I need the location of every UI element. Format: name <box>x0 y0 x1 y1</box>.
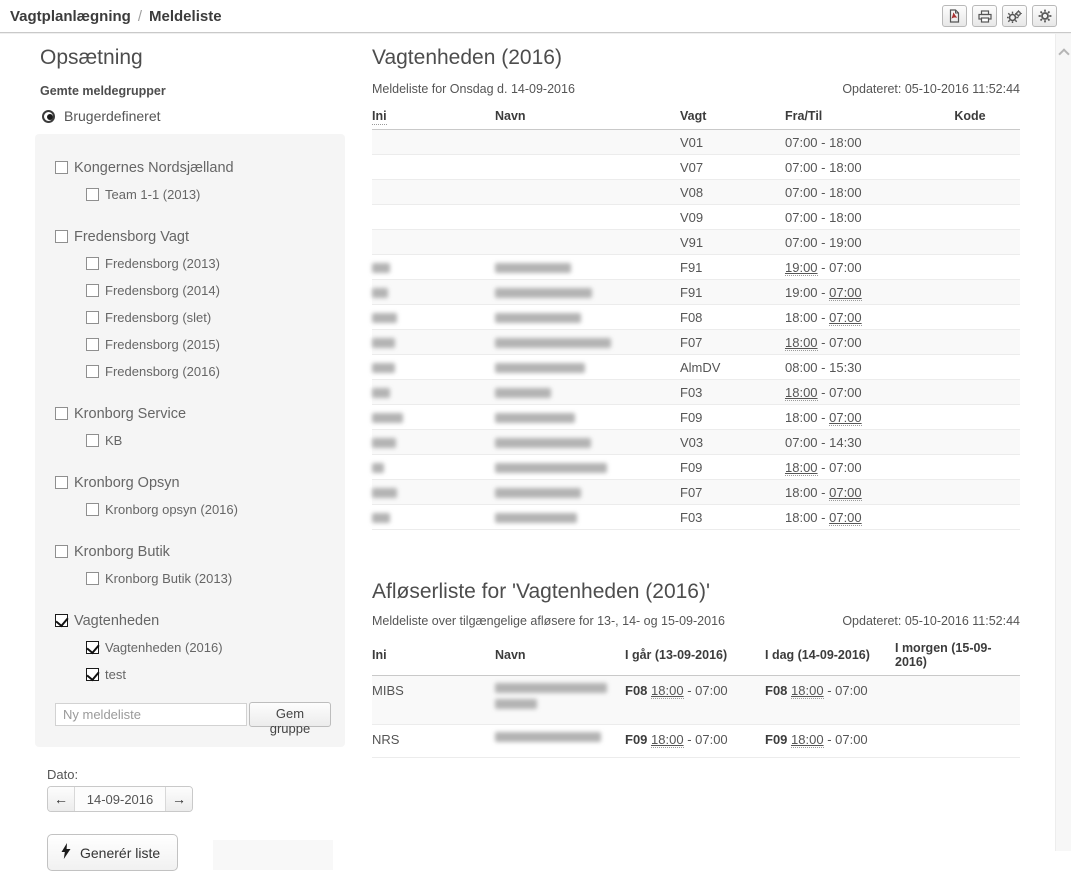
column-header-navn: Navn <box>495 637 625 676</box>
list-label: Team 1-1 (2013) <box>105 187 201 202</box>
cell-ini <box>372 205 495 230</box>
checkbox-checked-icon[interactable] <box>86 668 99 681</box>
cell-kode <box>920 205 1020 230</box>
time-text: 18:00 <box>829 134 862 150</box>
cell-fra-til: 08:00 - 15:30 <box>785 355 920 380</box>
cell-fra-til: 19:00 - 07:00 <box>785 280 920 305</box>
cell-kode <box>920 305 1020 330</box>
breadcrumb-meldeliste: Meldeliste <box>149 7 222 25</box>
table-row <box>372 280 1020 305</box>
list-checkbox-fredensborg-2014[interactable] <box>86 277 331 304</box>
gear-icon <box>1038 9 1052 23</box>
list-label: Kronborg opsyn (2016) <box>105 502 238 517</box>
cell-ini <box>372 480 495 505</box>
column-header-ini <box>372 105 495 130</box>
time-text: 07:00 <box>829 259 862 275</box>
cell-navn <box>495 725 625 758</box>
time-with-tooltip: 18:00 <box>791 732 824 747</box>
redacted-text <box>495 363 585 373</box>
cell-tomorrow <box>895 725 1020 758</box>
cell-navn <box>495 355 680 380</box>
cell-vagt: F91 <box>680 255 785 280</box>
redacted-text <box>495 313 581 323</box>
sidebar-title: Opsætning <box>40 46 143 69</box>
melde-group <box>55 400 331 454</box>
cell-kode <box>920 455 1020 480</box>
new-list-row <box>55 702 331 736</box>
checkbox-icon[interactable] <box>86 257 99 270</box>
group-label: Vagtenheden <box>74 612 160 629</box>
table-row <box>372 305 1020 330</box>
cell-navn <box>495 205 680 230</box>
cell-tomorrow <box>895 676 1020 725</box>
cell-kode <box>920 405 1020 430</box>
cell-ini <box>372 505 495 530</box>
group-label: Kongernes Nordsjælland <box>74 159 234 176</box>
radio-brugerdefineret[interactable] <box>42 108 362 124</box>
cell-vagt: F07 <box>680 480 785 505</box>
cell-navn <box>495 505 680 530</box>
checkbox-icon[interactable] <box>86 311 99 324</box>
date-navigator <box>47 786 193 812</box>
group-checkbox-fredensborg-vagt[interactable] <box>55 223 331 250</box>
shift-code: F09 <box>625 732 648 747</box>
print-button[interactable] <box>972 5 997 27</box>
group-label: Fredensborg Vagt <box>74 228 189 245</box>
column-header-i-morgen-15-09-2016: I morgen (15-09-2016) <box>895 637 1020 676</box>
list-label: Vagtenheden (2016) <box>105 640 223 655</box>
cell-ini: NRS <box>372 725 495 758</box>
cell-fra-til: 18:00 - 07:00 <box>785 380 920 405</box>
column-header-ini: Ini <box>372 637 495 676</box>
redacted-text <box>495 388 551 398</box>
save-group-button[interactable]: Gem gruppe <box>249 702 331 727</box>
melde-group <box>55 538 331 592</box>
table-row <box>372 230 1020 255</box>
cell-fra-til: 18:00 - 07:00 <box>785 330 920 355</box>
cell-kode <box>920 355 1020 380</box>
cell-fra-til: 19:00 - 07:00 <box>785 255 920 280</box>
cell-today: F09 18:00 - 07:00 <box>765 725 895 758</box>
faint-panel <box>213 840 333 870</box>
main-updated: Opdateret: 05-10-2016 11:52:44 <box>842 82 1020 96</box>
list-label: Fredensborg (2016) <box>105 364 220 379</box>
redacted-text <box>495 513 577 523</box>
table-row <box>372 180 1020 205</box>
checkbox-checked-icon[interactable] <box>55 614 68 627</box>
group-label: Kronborg Opsyn <box>74 474 180 491</box>
list-checkbox-kb[interactable] <box>86 427 331 454</box>
cell-fra-til: 07:00 - 19:00 <box>785 230 920 255</box>
column-header-text: Ini <box>372 109 387 123</box>
time-text: 07:00 <box>829 334 862 350</box>
cell-fra-til: 07:00 - 18:00 <box>785 205 920 230</box>
top-bar <box>0 0 1071 33</box>
list-label: Fredensborg (2014) <box>105 283 220 298</box>
redacted-text <box>495 413 575 423</box>
cell-ini <box>372 130 495 155</box>
cell-navn <box>495 255 680 280</box>
group-panel <box>35 134 345 747</box>
melde-group <box>55 607 331 688</box>
redacted-text <box>495 263 571 273</box>
cell-fra-til: 18:00 - 07:00 <box>785 505 920 530</box>
main-area <box>362 33 1055 851</box>
group-checkbox-vagtenheden[interactable] <box>55 607 331 634</box>
generate-list-label: Generér liste <box>80 844 161 861</box>
list-checkbox-team-1-1-2013[interactable] <box>86 181 331 208</box>
table-row <box>372 430 1020 455</box>
breadcrumb-separator: / <box>137 7 143 25</box>
time-with-tooltip: 07:00 <box>829 309 862 325</box>
cell-ini <box>372 430 495 455</box>
cell-ini <box>372 330 495 355</box>
cell-fra-til: 18:00 - 07:00 <box>785 405 920 430</box>
table-row <box>372 505 1020 530</box>
cell-ini <box>372 405 495 430</box>
table-header-row <box>372 637 1020 676</box>
lightning-icon <box>61 843 71 862</box>
column-header-navn: Navn <box>495 105 680 130</box>
cell-kode <box>920 230 1020 255</box>
column-header-vagt: Vagt <box>680 105 785 130</box>
scroll-up-icon[interactable] <box>1058 48 1069 59</box>
time-with-tooltip: 07:00 <box>829 484 862 500</box>
time-text: 14:30 <box>829 434 862 450</box>
cell-kode <box>920 330 1020 355</box>
date-label: Dato: <box>47 767 79 782</box>
cell-today: F08 18:00 - 07:00 <box>765 676 895 725</box>
redacted-text <box>372 488 397 498</box>
redacted-text <box>372 463 384 473</box>
next-day-button[interactable]: → <box>166 787 192 811</box>
time-text: 18:00 <box>785 309 818 325</box>
cell-vagt: V08 <box>680 180 785 205</box>
time-with-tooltip: 18:00 <box>785 459 818 475</box>
cell-ini <box>372 180 495 205</box>
scrollbar[interactable] <box>1055 34 1071 851</box>
time-text: 08:00 <box>785 359 818 375</box>
cell-vagt: F91 <box>680 280 785 305</box>
main-subtitle: Meldeliste for Onsdag d. 14-09-2016 <box>372 82 575 96</box>
redacted-text <box>495 463 607 473</box>
print-icon <box>978 10 992 23</box>
time-text: 07:00 <box>785 184 818 200</box>
column-header-kode: Kode <box>920 105 1020 130</box>
time-with-tooltip: 18:00 <box>651 683 684 698</box>
redacted-text <box>372 438 396 448</box>
main-title: Vagtenheden (2016) <box>372 46 562 69</box>
group-checkbox-kronborg-opsyn[interactable] <box>55 469 331 496</box>
column-header-fra-til: Fra/Til <box>785 105 920 130</box>
checkbox-icon[interactable] <box>55 230 68 243</box>
checkbox-icon[interactable] <box>55 161 68 174</box>
cell-fra-til: 07:00 - 18:00 <box>785 155 920 180</box>
cell-ini <box>372 305 495 330</box>
redacted-text <box>372 263 390 273</box>
redacted-text <box>495 699 537 709</box>
list-checkbox-fredensborg-slet[interactable] <box>86 304 331 331</box>
redacted-text <box>495 732 601 742</box>
redacted-text <box>372 288 388 298</box>
table-row <box>372 405 1020 430</box>
time-text: 18:00 <box>785 509 818 525</box>
time-text: 18:00 <box>785 484 818 500</box>
column-header-i-g-r-13-09-2016: I går (13-09-2016) <box>625 637 765 676</box>
redacted-text <box>495 488 581 498</box>
time-with-tooltip: 19:00 <box>785 259 818 275</box>
cell-kode <box>920 380 1020 405</box>
cell-navn <box>495 480 680 505</box>
cell-kode <box>920 130 1020 155</box>
pdf-export-icon <box>948 9 961 23</box>
list-checkbox-kronborg-butik-2013[interactable] <box>86 565 331 592</box>
shift-code: F08 <box>625 683 648 698</box>
group-label: Kronborg Service <box>74 405 187 422</box>
cell-fra-til: 18:00 - 07:00 <box>785 455 920 480</box>
checkbox-icon[interactable] <box>55 545 68 558</box>
cell-vagt: V07 <box>680 155 785 180</box>
cell-vagt: F09 <box>680 455 785 480</box>
cell-yesterday: F08 18:00 - 07:00 <box>625 676 765 725</box>
cell-ini <box>372 380 495 405</box>
list-checkbox-fredensborg-2013[interactable] <box>86 250 331 277</box>
cell-ini <box>372 455 495 480</box>
group-label: Kronborg Butik <box>74 543 170 560</box>
checkbox-checked-icon[interactable] <box>86 641 99 654</box>
saved-groups-label: Gemte meldegrupper <box>40 84 166 98</box>
time-with-tooltip: 18:00 <box>785 334 818 350</box>
cell-vagt: AlmDV <box>680 355 785 380</box>
cell-navn <box>495 280 680 305</box>
time-text: 18:00 <box>829 209 862 225</box>
table-row <box>372 455 1020 480</box>
afloeserliste-table <box>372 637 1020 758</box>
cell-navn <box>495 405 680 430</box>
time-with-tooltip: 18:00 <box>785 384 818 400</box>
checkbox-icon[interactable] <box>86 188 99 201</box>
cell-ini <box>372 355 495 380</box>
time-with-tooltip: 07:00 <box>829 284 862 300</box>
cell-ini: MIBS <box>372 676 495 725</box>
time-text: 07:00 <box>785 434 818 450</box>
redacted-text <box>495 683 607 693</box>
time-text: 18:00 <box>785 409 818 425</box>
checkbox-icon[interactable] <box>86 284 99 297</box>
cell-navn <box>495 230 680 255</box>
list-label: Fredensborg (slet) <box>105 310 212 325</box>
cell-fra-til: 07:00 - 14:30 <box>785 430 920 455</box>
redacted-text <box>372 513 390 523</box>
time-text: 19:00 <box>785 284 818 300</box>
cell-navn <box>495 455 680 480</box>
date-value-field[interactable]: 14-09-2016 <box>74 787 166 811</box>
table-row <box>372 380 1020 405</box>
cell-navn <box>495 676 625 725</box>
time-text: 07:00 <box>829 459 862 475</box>
time-text: 19:00 <box>829 234 862 250</box>
list-label: Fredensborg (2015) <box>105 337 220 352</box>
cell-vagt: V01 <box>680 130 785 155</box>
time-with-tooltip: 07:00 <box>829 409 862 425</box>
cell-kode <box>920 480 1020 505</box>
cell-vagt: F07 <box>680 330 785 355</box>
list-checkbox-fredensborg-2015[interactable] <box>86 331 331 358</box>
gear-button[interactable] <box>1032 5 1057 27</box>
group-checkbox-kronborg-butik[interactable] <box>55 538 331 565</box>
meldeliste-table <box>372 105 1020 530</box>
checkbox-icon[interactable] <box>86 503 99 516</box>
shift-code: F09 <box>765 732 788 747</box>
generate-list-button[interactable] <box>47 834 178 871</box>
redacted-text <box>372 413 403 423</box>
relief-subtitle: Meldeliste over tilgængelige afløsere for 13-, 14- og 15-09-2016 <box>372 614 725 628</box>
checkbox-icon[interactable] <box>86 365 99 378</box>
melde-group <box>55 469 331 523</box>
list-label: test <box>105 667 126 682</box>
radio-icon[interactable] <box>42 110 55 123</box>
cell-ini <box>372 255 495 280</box>
cell-ini <box>372 280 495 305</box>
redacted-text <box>495 338 611 348</box>
breadcrumb-vagtplanlaegning[interactable]: Vagtplanlægning <box>10 7 131 25</box>
relief-title: Afløserliste for 'Vagtenheden (2016)' <box>372 580 710 603</box>
list-label: Fredensborg (2013) <box>105 256 220 271</box>
column-header-i-dag-14-09-2016: I dag (14-09-2016) <box>765 637 895 676</box>
list-checkbox-fredensborg-2016[interactable] <box>86 358 331 385</box>
table-row <box>372 330 1020 355</box>
melde-group <box>55 223 331 385</box>
time-text: 07:00 <box>829 384 862 400</box>
cell-yesterday: F09 18:00 - 07:00 <box>625 725 765 758</box>
cell-fra-til: 07:00 - 18:00 <box>785 130 920 155</box>
melde-group <box>55 154 331 208</box>
cell-navn <box>495 305 680 330</box>
cell-fra-til: 18:00 - 07:00 <box>785 480 920 505</box>
cell-navn <box>495 430 680 455</box>
time-text: 18:00 <box>829 184 862 200</box>
cell-fra-til: 18:00 - 07:00 <box>785 305 920 330</box>
time-with-tooltip: 07:00 <box>829 509 862 525</box>
cell-kode <box>920 430 1020 455</box>
table-row <box>372 205 1020 230</box>
cell-kode <box>920 155 1020 180</box>
cell-navn <box>495 180 680 205</box>
cell-ini <box>372 155 495 180</box>
table-row <box>372 725 1020 758</box>
redacted-text <box>372 363 395 373</box>
cell-navn <box>495 330 680 355</box>
time-text: 07:00 <box>785 134 818 150</box>
checkbox-icon[interactable] <box>86 572 99 585</box>
redacted-text <box>495 288 592 298</box>
time-text: 15:30 <box>829 359 862 375</box>
list-checkbox-test[interactable] <box>86 661 331 688</box>
checkbox-icon[interactable] <box>55 407 68 420</box>
cell-ini <box>372 230 495 255</box>
cell-vagt: V09 <box>680 205 785 230</box>
cell-navn <box>495 155 680 180</box>
list-label: KB <box>105 433 123 448</box>
time-text: 07:00 <box>785 159 818 175</box>
cell-fra-til: 07:00 - 18:00 <box>785 180 920 205</box>
time-text: 07:00 <box>785 234 818 250</box>
sidebar <box>0 33 362 861</box>
cogs-icon <box>1007 10 1022 23</box>
time-text: 18:00 <box>829 159 862 175</box>
table-row <box>372 480 1020 505</box>
cell-kode <box>920 255 1020 280</box>
table-row <box>372 155 1020 180</box>
redacted-text <box>372 388 390 398</box>
table-row <box>372 130 1020 155</box>
cell-vagt: F09 <box>680 405 785 430</box>
cell-kode <box>920 505 1020 530</box>
table-row <box>372 676 1020 725</box>
list-checkbox-vagtenheden-2016[interactable] <box>86 634 331 661</box>
cell-vagt: F03 <box>680 505 785 530</box>
table-header-row <box>372 105 1020 130</box>
time-with-tooltip: 18:00 <box>791 683 824 698</box>
settings-cogs-button[interactable] <box>1002 5 1027 27</box>
table-row <box>372 355 1020 380</box>
time-text: 07:00 <box>785 209 818 225</box>
cell-vagt: V03 <box>680 430 785 455</box>
shift-code: F08 <box>765 683 788 698</box>
pdf-export-button[interactable] <box>942 5 967 27</box>
group-checkbox-kronborg-service[interactable] <box>55 400 331 427</box>
cell-vagt: F03 <box>680 380 785 405</box>
cell-vagt: V91 <box>680 230 785 255</box>
breadcrumb <box>10 8 222 25</box>
radio-label: Brugerdefineret <box>64 108 161 124</box>
cell-vagt: F08 <box>680 305 785 330</box>
redacted-text <box>495 438 591 448</box>
cell-kode <box>920 180 1020 205</box>
cell-kode <box>920 280 1020 305</box>
new-meldeliste-input[interactable] <box>55 703 247 726</box>
cell-navn <box>495 380 680 405</box>
time-with-tooltip: 18:00 <box>651 732 684 747</box>
table-row <box>372 255 1020 280</box>
redacted-text <box>372 313 397 323</box>
checkbox-icon[interactable] <box>86 338 99 351</box>
cell-navn <box>495 130 680 155</box>
checkbox-icon[interactable] <box>86 434 99 447</box>
list-checkbox-kronborg-opsyn-2016[interactable] <box>86 496 331 523</box>
prev-day-button[interactable]: ← <box>48 787 74 811</box>
list-label: Kronborg Butik (2013) <box>105 571 233 586</box>
redacted-text <box>372 338 395 348</box>
toolbar <box>942 5 1057 27</box>
checkbox-icon[interactable] <box>55 476 68 489</box>
relief-updated: Opdateret: 05-10-2016 11:52:44 <box>842 614 1020 628</box>
group-checkbox-kongernes-nordsj-lland[interactable] <box>55 154 331 181</box>
